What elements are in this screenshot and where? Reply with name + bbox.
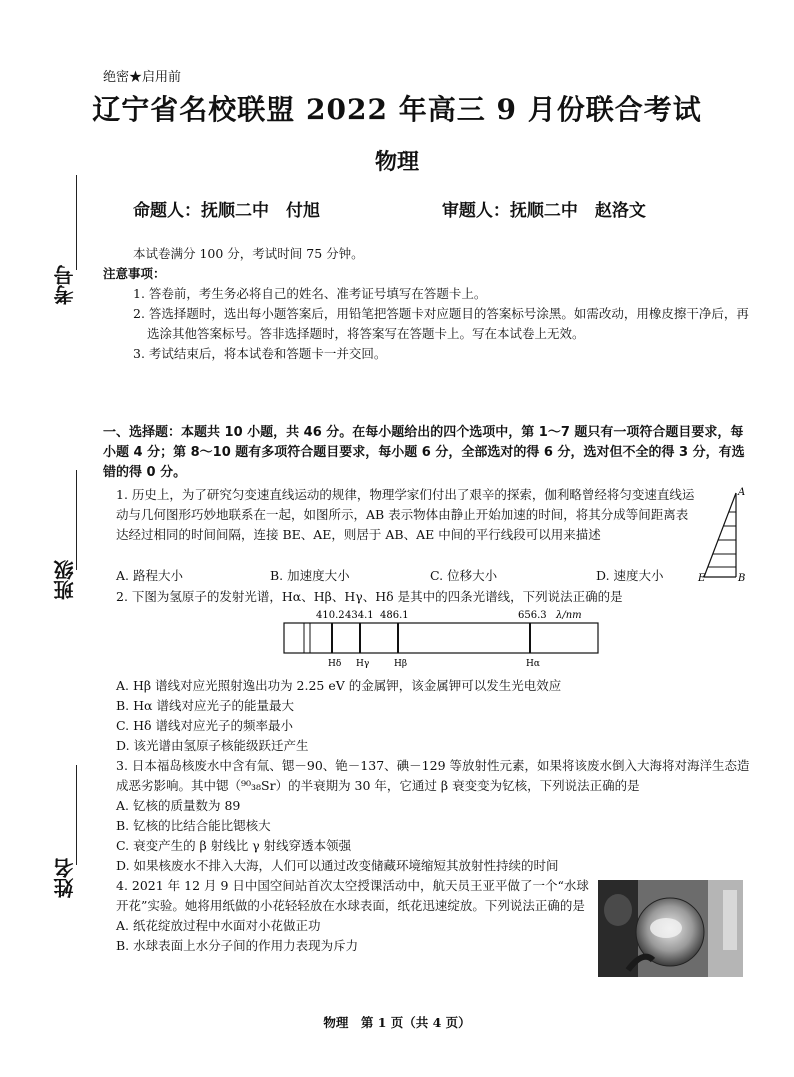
- q3-option-d: D. 如果核废水不排入大海，人们可以通过改变储藏环境缩短其放射性持续的时间: [116, 858, 559, 873]
- line-label-gamma: Hγ: [356, 659, 370, 669]
- hydrogen-spectrum-figure: [282, 606, 612, 670]
- notes-heading: 注意事项：: [103, 266, 166, 281]
- q1-triangle-figure: [700, 485, 750, 585]
- fig-label-a: A: [738, 487, 746, 498]
- section-heading: 一、选择题：本题共 10 小题，共 46 分。在每小题给出的四个选项中，第 1～7 题只有一项符合题目要求，每小题 4 分；第 8～10 题有多项符合题目要求，每小题 6 分，全部选对的得 6 分，选对但不全的得 3 分，有选错的得 0 分。: [103, 425, 745, 480]
- question-3: [116, 756, 756, 876]
- q2-option-d: D. 该光谱由氢原子核能级跃迁产生: [116, 738, 309, 753]
- subject-title: 物理: [374, 149, 419, 175]
- name-label: 姓名: [53, 858, 77, 898]
- spectrum-value: 486.1: [380, 610, 409, 621]
- q1-option-a: A. 路程大小: [116, 568, 183, 583]
- spectrum-value: 410.2: [316, 610, 345, 621]
- q2-option-b: B. Hα 谱线对应光子的能量最大: [116, 698, 294, 713]
- line-label-delta: Hδ: [328, 659, 342, 669]
- water-ball-photo: [598, 880, 743, 977]
- question-2: [116, 587, 756, 607]
- q3-stem: 3. 日本福岛核废水中含有氚、锶－90、铯－137、碘－129 等放射性元素，如果将该废水倒入大海将对海洋生态造成恶劣影响。其中锶（⁹⁰₃₈Sr）的半衰期为 30 年，它通过 β 衰变变为钇核，下列说法正确的是: [116, 758, 750, 793]
- q4-option-b: B. 水球表面上水分子间的作用力表现为斥力: [116, 938, 359, 953]
- q1-option-c: C. 位移大小: [430, 568, 498, 583]
- page-footer: 物理 第 1 页（共 4 页）: [323, 1015, 471, 1030]
- spectrum-value: 434.1: [345, 610, 374, 621]
- spectrum-unit: λ/nm: [556, 610, 582, 621]
- class-line: [76, 470, 77, 570]
- exam-title: 辽宁省名校联盟 2022 年高三 9 月份联合考试: [92, 93, 702, 126]
- class-label: 班级: [53, 560, 77, 600]
- q1-option-b: B. 加速度大小: [270, 568, 350, 583]
- q3-option-a: A. 钇核的质量数为 89: [116, 798, 241, 813]
- name-line: [76, 765, 77, 865]
- question-4: [116, 876, 596, 956]
- q1-option-d: D. 速度大小: [596, 568, 664, 583]
- reviewer: 审题人：抚顺二中 赵洛文: [441, 201, 646, 221]
- note-item: 3. 考试结束后，将本试卷和答题卡一并交回。: [133, 346, 387, 361]
- q1-stem: 1. 历史上，为了研究匀变速直线运动的规律，物理学家们付出了艰辛的探索，伽利略曾经将匀变速直线运动与几何图形巧妙地联系在一起，如图所示，AB 表示物体由静止开始加速的时间，将其分成等间距离表达经过相同的时间间隔，连接 BE、AE，则居于 AB、AE 中间的平行线段可以用来描述: [116, 487, 695, 542]
- exam-no-line: [76, 175, 77, 270]
- confidential-label: 绝密★启用前: [103, 70, 182, 85]
- author-line: [133, 196, 682, 221]
- note-item: 2. 答选择题时，选出每小题答案后，用铅笔把答题卡对应题目的答案标号涂黑。如需改动，用橡皮擦干净后，再选涂其他答案标号。答非选择题时，将答案写在答题卡上。写在本试卷上无效。: [133, 306, 749, 341]
- notes-block: [103, 244, 749, 364]
- notes-intro: 本试卷满分 100 分，考试时间 75 分钟。: [133, 246, 364, 261]
- line-label-beta: Hβ: [394, 659, 408, 669]
- author: 命题人：抚顺二中 付旭: [133, 201, 320, 221]
- question-1: [116, 485, 696, 545]
- q2-option-a: A. Hβ 谱线对应光照射逸出功为 2.25 eV 的金属钾，该金属钾可以发生光电效应: [116, 678, 562, 693]
- q3-option-b: B. 钇核的比结合能比锶核大: [116, 818, 271, 833]
- q4-stem: 4. 2021 年 12 月 9 日中国空间站首次太空授课活动中，航天员王亚平做了一个“水球开花”实验。她将用纸做的小花轻轻放在水球表面，纸花迅速绽放。下列说法正确的是: [116, 878, 589, 913]
- note-item: 1. 答卷前，考生务必将自己的姓名、准考证号填写在答题卡上。: [133, 286, 487, 301]
- q2-options: [116, 676, 756, 756]
- exam-no-label: 考号: [53, 265, 77, 305]
- q1-options: [116, 566, 706, 586]
- q2-option-c: C. Hδ 谱线对应光子的频率最小: [116, 718, 293, 733]
- line-label-alpha: Hα: [526, 659, 540, 669]
- q3-option-c: C. 衰变产生的 β 射线比 γ 射线穿透本领强: [116, 838, 352, 853]
- spectrum-value: 656.3: [518, 610, 547, 621]
- fig-label-e: E: [698, 573, 706, 584]
- q2-stem: 2. 下图为氢原子的发射光谱，Hα、Hβ、Hγ、Hδ 是其中的四条光谱线，下列说法正确的是: [116, 589, 623, 604]
- q4-option-a: A. 纸花绽放过程中水面对小花做正功: [116, 918, 321, 933]
- fig-label-b: B: [738, 573, 746, 584]
